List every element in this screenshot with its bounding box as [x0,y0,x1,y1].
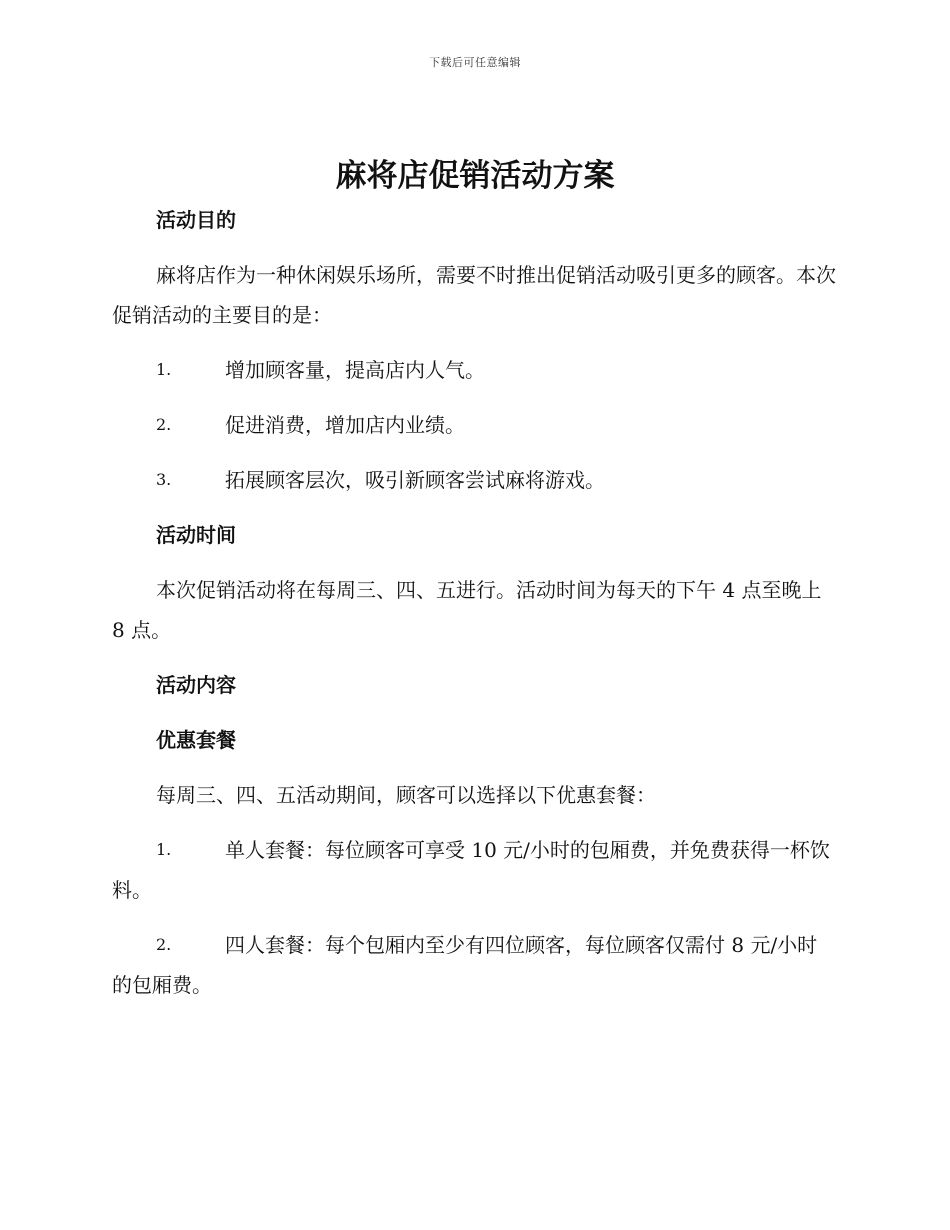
package-list-item [112,925,837,1005]
section-heading-time: 活动时间 [156,523,236,547]
package-list-item [112,830,837,910]
purpose-intro-paragraph: 麻将店作为一种休闲娱乐场所，需要不时推出促销活动吸引更多的顾客。本次促销活动的主要目的是： [112,263,836,327]
packages-intro-paragraph: 每周三、四、五活动期间，顾客可以选择以下优惠套餐： [156,783,656,807]
list-number: 1. [156,840,172,859]
list-text: 四人套餐：每个包厢内至少有四位顾客，每位顾客仅需付 8 元/小时的包厢费。 [112,933,818,997]
page-header: 下载后可任意编辑 [429,56,521,69]
list-text: 单人套餐：每位顾客可享受 10 元/小时的包厢费，并免费获得一杯饮料。 [112,838,830,902]
purpose-list-item [112,405,837,445]
purpose-list-item [112,350,837,390]
document-body [112,200,837,1020]
section-heading-content: 活动内容 [156,673,236,697]
list-text: 拓展顾客层次，吸引新顾客尝试麻将游戏。 [225,468,605,492]
list-text: 促进消费，增加店内业绩。 [225,413,465,437]
list-number: 3. [156,470,172,489]
subsection-heading-packages: 优惠套餐 [156,728,236,752]
purpose-list-item [112,460,837,500]
list-number: 2. [156,935,172,954]
list-number: 1. [156,360,172,379]
time-paragraph: 本次促销活动将在每周三、四、五进行。活动时间为每天的下午 4 点至晚上 8 点。 [112,578,822,642]
document-title: 麻将店促销活动方案 [335,158,615,194]
list-number: 2. [156,415,172,434]
list-text: 增加顾客量，提高店内人气。 [225,358,485,382]
section-heading-purpose: 活动目的 [156,208,236,232]
